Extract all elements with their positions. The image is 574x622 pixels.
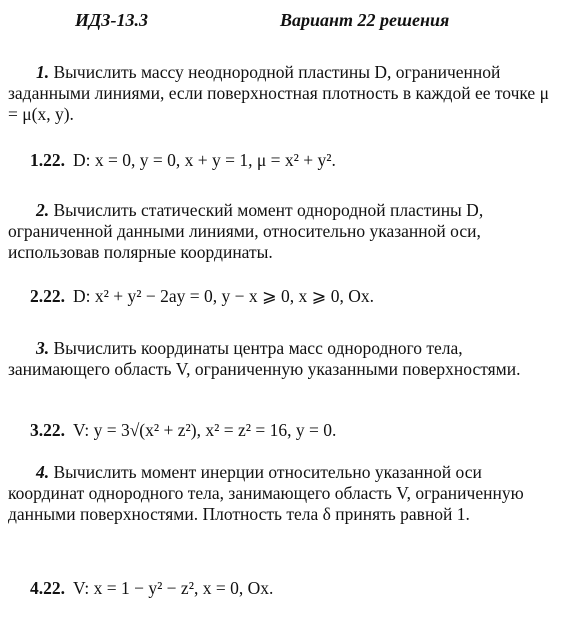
equation-label: 2.22. (30, 286, 65, 306)
task-4 (8, 462, 554, 525)
task-text: Вычислить координаты центра масс однородного тела, занимающего область V, ограниченную указанными поверхностями. (8, 338, 521, 379)
equation-label: 3.22. (30, 420, 65, 440)
task-number: 1. (36, 62, 50, 82)
equation-text: D: x = 0, y = 0, x + y = 1, μ = x² + y². (73, 150, 336, 170)
equation-label: 4.22. (30, 578, 65, 598)
equation-text: V: y = 3√(x² + z²), x² = z² = 16, y = 0. (73, 420, 337, 440)
task-3 (8, 338, 554, 380)
task-4-equation (30, 578, 273, 599)
document-title: ИДЗ-13.3 (75, 10, 148, 30)
task-text: Вычислить массу неоднородной пластины D, ограниченной заданными линиями, если поверхностная плотность в каждой ее точке μ = μ(x, y). (8, 62, 549, 124)
task-2 (8, 200, 554, 263)
task-1 (8, 62, 554, 125)
equation-text: V: x = 1 − y² − z², x = 0, Ox. (73, 578, 274, 598)
task-1-equation (30, 150, 336, 171)
task-3-equation (30, 420, 336, 441)
task-number: 4. (36, 462, 50, 482)
task-2-equation (30, 286, 374, 307)
task-text: Вычислить момент инерции относительно указанной оси координат однородного тела, занимающего область V, ограниченную данными поверхностями. Плотность тела δ принять равной 1. (8, 462, 524, 524)
variant-label: Вариант 22 решения (280, 10, 450, 30)
task-text: Вычислить статический момент однородной пластины D, ограниченной данными линиями, относительно указанной оси, использовав полярные координаты. (8, 200, 484, 262)
equation-text: D: x² + y² − 2ay = 0, y − x ⩾ 0, x ⩾ 0, Ox. (73, 286, 374, 306)
task-number: 3. (36, 338, 50, 358)
task-number: 2. (36, 200, 50, 220)
equation-label: 1.22. (30, 150, 65, 170)
